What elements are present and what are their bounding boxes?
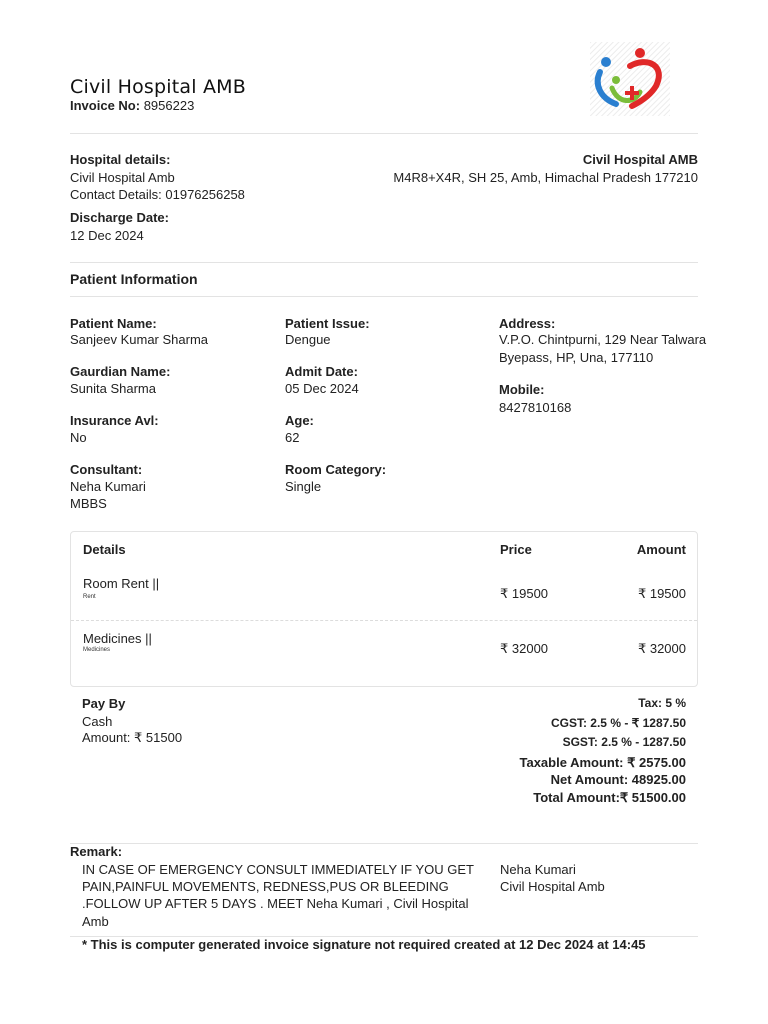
patient-issue-label: Patient Issue: — [285, 316, 370, 331]
items-table — [70, 531, 698, 687]
remark-line: PAIN,PAINFUL MOVEMENTS, REDNESS,PUS OR BLEEDING — [82, 879, 449, 894]
item-amount: ₹ 19500 — [637, 586, 686, 601]
invoice-number: 8956223 — [143, 98, 195, 113]
payment-amount: Amount: ₹ 51500 — [82, 730, 183, 745]
row-divider — [71, 620, 697, 621]
pay-by-label: Pay By — [82, 696, 126, 711]
remark-label: Remark: — [70, 844, 123, 859]
item-price: ₹ 19500 — [500, 586, 549, 601]
remark-line: IN CASE OF EMERGENCY CONSULT IMMEDIATELY IF YOU GET — [82, 862, 474, 877]
invoice-number-line — [70, 98, 194, 113]
tax-line: Tax: 5 % — [638, 696, 686, 710]
hospital-title: Civil Hospital AMB — [70, 76, 246, 98]
divider — [70, 296, 698, 297]
item-price: ₹ 32000 — [500, 641, 549, 656]
hospital-right-name: Civil Hospital AMB — [582, 152, 698, 167]
invoice-label: Invoice No: — [70, 98, 141, 113]
address-line-1: V.P.O. Chintpurni, 129 Near Talwara — [499, 332, 707, 347]
total-amount: Total Amount:₹ 51500.00 — [533, 790, 686, 805]
divider — [70, 843, 698, 844]
hospital-logo — [590, 42, 670, 116]
age-label: Age: — [285, 413, 314, 428]
room-category-label: Room Category: — [285, 462, 387, 477]
signer-name: Neha Kumari — [500, 862, 576, 877]
insurance-label: Insurance Avl: — [70, 413, 159, 428]
consultant-name: Neha Kumari — [70, 479, 146, 494]
address-line-2: Byepass, HP, Una, 177110 — [499, 350, 654, 365]
consultant-degree: MBBS — [70, 496, 107, 511]
col-header-price: Price — [500, 542, 532, 557]
room-category: Single — [285, 479, 322, 494]
guardian-name: Sunita Sharma — [70, 381, 156, 396]
hospital-details-label: Hospital details: — [70, 152, 171, 167]
item-subtitle: Medicines — [83, 647, 111, 653]
taxable-amount: Taxable Amount: ₹ 2575.00 — [519, 755, 686, 770]
hospital-name: Civil Hospital Amb — [70, 170, 175, 185]
consultant-label: Consultant: — [70, 462, 143, 477]
divider — [70, 262, 698, 263]
footer-note: * This is computer generated invoice signature not required created at 12 Dec 2024 at 14:45 — [82, 937, 646, 952]
mobile-value: 8427810168 — [499, 400, 572, 415]
admit-date-label: Admit Date: — [285, 364, 358, 379]
admit-date: 05 Dec 2024 — [285, 381, 359, 396]
divider — [70, 133, 698, 134]
sgst-line: SGST: 2.5 % - 1287.50 — [562, 735, 686, 749]
patient-name: Sanjeev Kumar Sharma — [70, 332, 209, 347]
hospital-contact: Contact Details: 01976256258 — [70, 187, 245, 202]
cgst-line: CGST: 2.5 % - ₹ 1287.50 — [550, 716, 686, 730]
remark-line: Amb — [82, 914, 109, 929]
col-header-amount: Amount — [636, 542, 686, 557]
col-header-details: Details — [83, 542, 126, 557]
item-title: Medicines || — [83, 631, 152, 646]
patient-issue: Dengue — [285, 332, 331, 347]
remark-line: .FOLLOW UP AFTER 5 DAYS . MEET Neha Kumari , Civil Hospital — [82, 896, 469, 911]
payment-method: Cash — [82, 714, 113, 729]
patient-name-label: Patient Name: — [70, 316, 157, 331]
item-amount: ₹ 32000 — [637, 641, 686, 656]
insurance-value: No — [70, 430, 87, 445]
guardian-label: Gaurdian Name: — [70, 364, 171, 379]
hospital-address: M4R8+X4R, SH 25, Amb, Himachal Pradesh 177210 — [393, 170, 698, 185]
item-subtitle: Rent — [83, 594, 96, 600]
discharge-date: 12 Dec 2024 — [70, 228, 144, 243]
net-amount: Net Amount: 48925.00 — [550, 772, 686, 787]
mobile-label: Mobile: — [499, 382, 545, 397]
age-value: 62 — [285, 430, 300, 445]
discharge-date-label: Discharge Date: — [70, 210, 169, 225]
patient-info-title: Patient Information — [70, 271, 198, 287]
signer-org: Civil Hospital Amb — [500, 879, 605, 894]
item-title: Room Rent || — [83, 576, 160, 591]
address-label: Address: — [499, 316, 556, 331]
